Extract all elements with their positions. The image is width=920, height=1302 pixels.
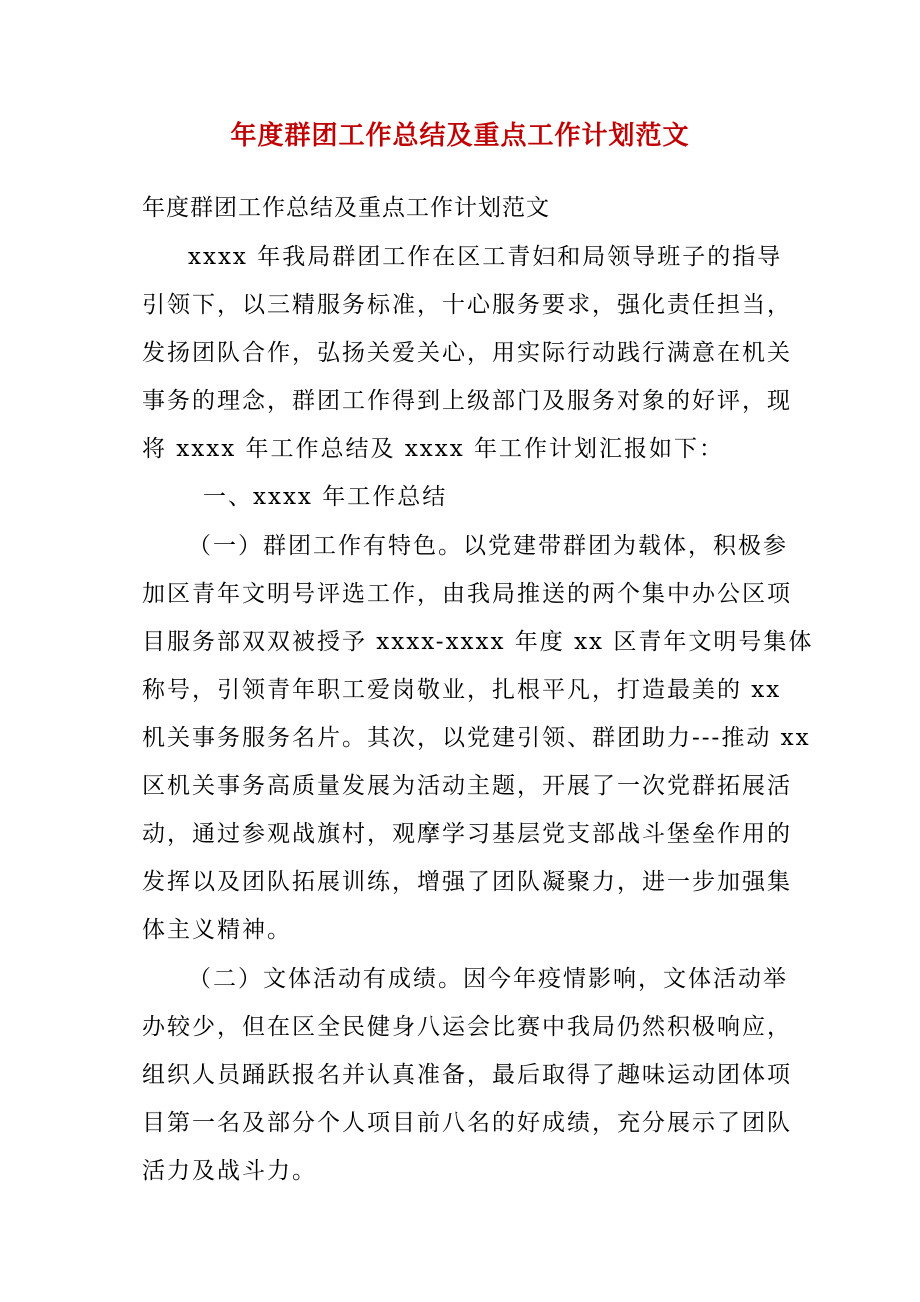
paragraph-line: xxxx 年我局群团工作在区工青妇和局领导班子的指导 xyxy=(188,244,783,270)
paragraph-line: 区机关事务高质量发展为活动主题，开展了一次党群拓展活 xyxy=(142,773,792,799)
paragraph-line: 发扬团队合作，弘扬关爱关心，用实际行动践行满意在机关 xyxy=(142,340,792,366)
paragraph-line: 称号，引领青年职工爱岗敬业，扎根平凡，打造最美的 xx xyxy=(142,677,782,703)
paragraph-line: 事务的理念，群团工作得到上级部门及服务对象的好评，现 xyxy=(142,388,792,414)
paragraph-line: 加区青年文明号评选工作，由我局推送的两个集中办公区项 xyxy=(142,581,792,607)
paragraph-line: 引领下，以三精服务标准，十心服务要求，强化责任担当， xyxy=(142,292,792,318)
paragraph-line: 机关事务服务名片。其次，以党建引领、群团助力---推动 xx xyxy=(142,725,811,751)
document-subtitle: 年度群团工作总结及重点工作计划范文 xyxy=(142,195,550,221)
paragraph-line: 将 xxxx 年工作总结及 xxxx 年工作计划汇报如下： xyxy=(142,436,725,462)
paragraph-line: 目服务部双双被授予 xxxx-xxxx 年度 xx 区青年文明号集体 xyxy=(142,629,814,655)
paragraph-line: 动，通过参观战旗村，观摩学习基层党支部战斗堡垒作用的 xyxy=(142,821,792,847)
paragraph-line: （二）文体活动有成绩。因今年疫情影响，文体活动举 xyxy=(188,966,788,992)
paragraph-line: 办较少，但在区全民健身八运会比赛中我局仍然积极响应， xyxy=(142,1014,792,1040)
paragraph-line: （一）群团工作有特色。以党建带群团为载体，积极参 xyxy=(188,533,788,559)
paragraph-line: 体主义精神。 xyxy=(142,917,292,943)
document-title: 年度群团工作总结及重点工作计划范文 xyxy=(230,121,690,151)
paragraph-line: 活力及战斗力。 xyxy=(142,1158,317,1184)
paragraph-line: 目第一名及部分个人项目前八名的好成绩，充分展示了团队 xyxy=(142,1110,792,1136)
paragraph-line: 组织人员踊跃报名并认真准备，最后取得了趣味运动团体项 xyxy=(142,1062,792,1088)
paragraph-line: 发挥以及团队拓展训练，增强了团队凝聚力，进一步加强集 xyxy=(142,869,792,895)
section-heading: 一、xxxx 年工作总结 xyxy=(203,484,448,510)
